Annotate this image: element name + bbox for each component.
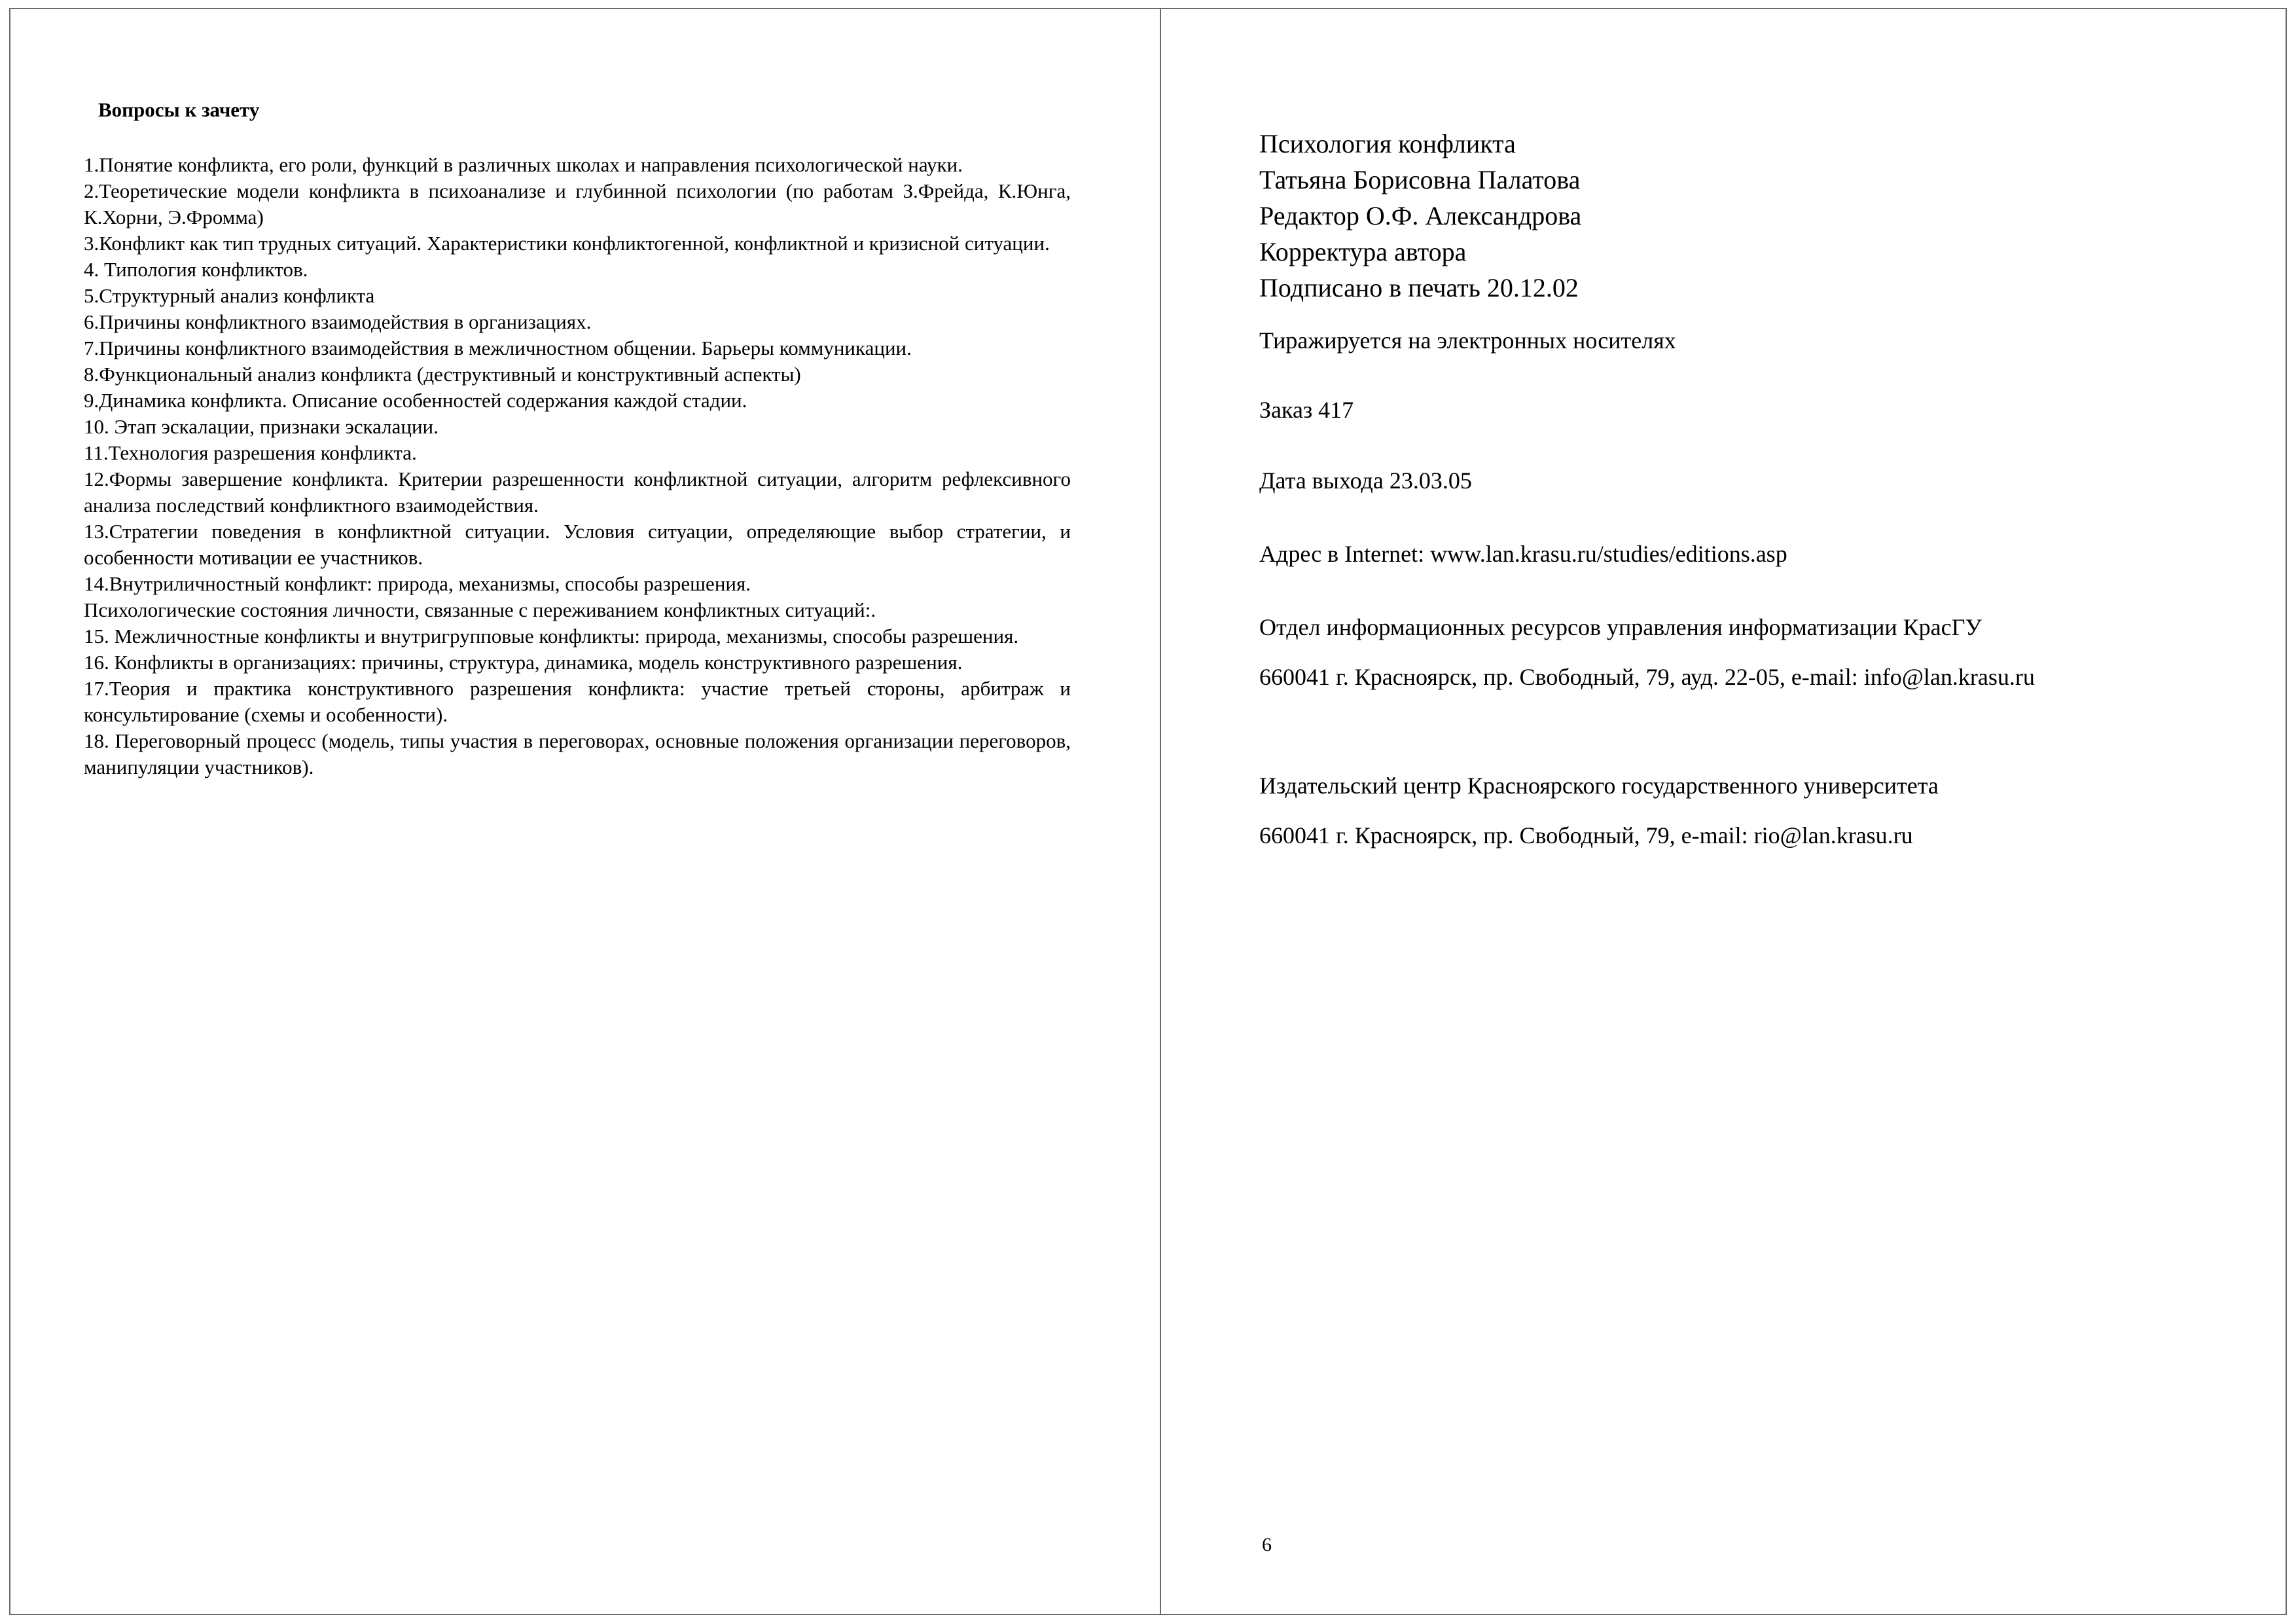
exam-question-item: 7.Причины конфликтного взаимодействия в межличностном общении. Барьеры коммуникации. [84, 337, 912, 359]
imprint-title: Психология конфликта [1259, 129, 1516, 158]
imprint-release-date: Дата выхода 23.03.05 [1259, 467, 1472, 494]
imprint-internet-address: Адрес в Internet: www.lan.krasu.ru/studies/editions.asp [1259, 541, 1787, 567]
exam-question-item: 15. Межличностные конфликты и внутригрупповые конфликты: природа, механизмы, способы разрешения. [84, 625, 1019, 647]
exam-question-item: 14.Внутриличностный конфликт: природа, механизмы, способы разрешения. [84, 572, 751, 595]
exam-question-item: 9.Динамика конфликта. Описание особенностей содержания каждой стадии. [84, 389, 747, 412]
left-page [84, 97, 1071, 780]
exam-question-item: 10. Этап эскалации, признаки эскалации. [84, 415, 439, 438]
right-page [1259, 126, 2202, 850]
imprint-department-address: 660041 г. Красноярск, пр. Свободный, 79, ауд. 22-05, e-mail: info@lan.krasu.ru [1259, 664, 2035, 690]
exam-question-item: 12.Формы завершение конфликта. Критерии разрешенности конфликтной ситуации, алгоритм рефлексивного анализа последствий конфликтного взаимодействия. [84, 467, 1071, 517]
imprint-department: Отдел информационных ресурсов управления информатизации КрасГУ [1259, 614, 1982, 640]
exam-question-item: 8.Функциональный анализ конфликта (деструктивный и конструктивный аспекты) [84, 363, 801, 386]
exam-question-item: 4. Типология конфликтов. [84, 258, 308, 281]
exam-question-item: 13.Стратегии поведения в конфликтной ситуации. Условия ситуации, определяющие выбор стратегии, и особенности мотивации ее участников. [84, 520, 1071, 569]
exam-question-item: 16. Конфликты в организациях: причины, структура, динамика, модель конструктивного разрешения. [84, 651, 963, 674]
exam-question-item: 6.Причины конфликтного взаимодействия в организациях. [84, 310, 592, 333]
exam-question-item: 1.Понятие конфликта, его роли, функций в различных школах и направления психологической науки. [84, 153, 963, 176]
page-divider [1160, 8, 1161, 1615]
imprint-proofreading: Корректура автора [1259, 237, 1467, 266]
imprint-editor: Редактор О.Ф. Александрова [1259, 201, 1582, 230]
exam-question-item: Психологические состояния личности, связанные с переживанием конфликтных ситуаций:. [84, 598, 876, 621]
page-number: 6 [1262, 1534, 1272, 1556]
imprint-distribution: Тиражируется на электронных носителях [1259, 327, 1676, 354]
exam-question-item: 11.Технология разрешения конфликта. [84, 441, 417, 464]
imprint-publisher: Издательский центр Красноярского государственного университета [1259, 773, 1939, 799]
exam-questions-heading: Вопросы к зачету [98, 98, 260, 121]
imprint-signed-to-print: Подписано в печать 20.12.02 [1259, 273, 1579, 302]
exam-question-item: 17.Теория и практика конструктивного разрешения конфликта: участие третьей стороны, арбитраж и консультирование (схемы и особенности). [84, 677, 1071, 726]
exam-question-item: 3.Конфликт как тип трудных ситуаций. Характеристики конфликтогенной, конфликтной и кризисной ситуации. [84, 232, 1050, 255]
exam-question-item: 18. Переговорный процесс (модель, типы участия в переговорах, основные положения организации переговоров, манипуляции участников). [84, 729, 1071, 778]
exam-question-item: 2.Теоретические модели конфликта в психоанализе и глубинной психологии (по работам З.Фрейда, К.Юнга, К.Хорни, Э.Фромма) [84, 179, 1071, 228]
exam-question-list [84, 152, 1071, 780]
imprint-publisher-address: 660041 г. Красноярск, пр. Свободный, 79, e-mail: rio@lan.krasu.ru [1259, 822, 1913, 848]
imprint-order-number: Заказ 417 [1259, 397, 1354, 423]
imprint-author: Татьяна Борисовна Палатова [1259, 165, 1581, 194]
exam-question-item: 5.Структурный анализ конфликта [84, 284, 375, 307]
